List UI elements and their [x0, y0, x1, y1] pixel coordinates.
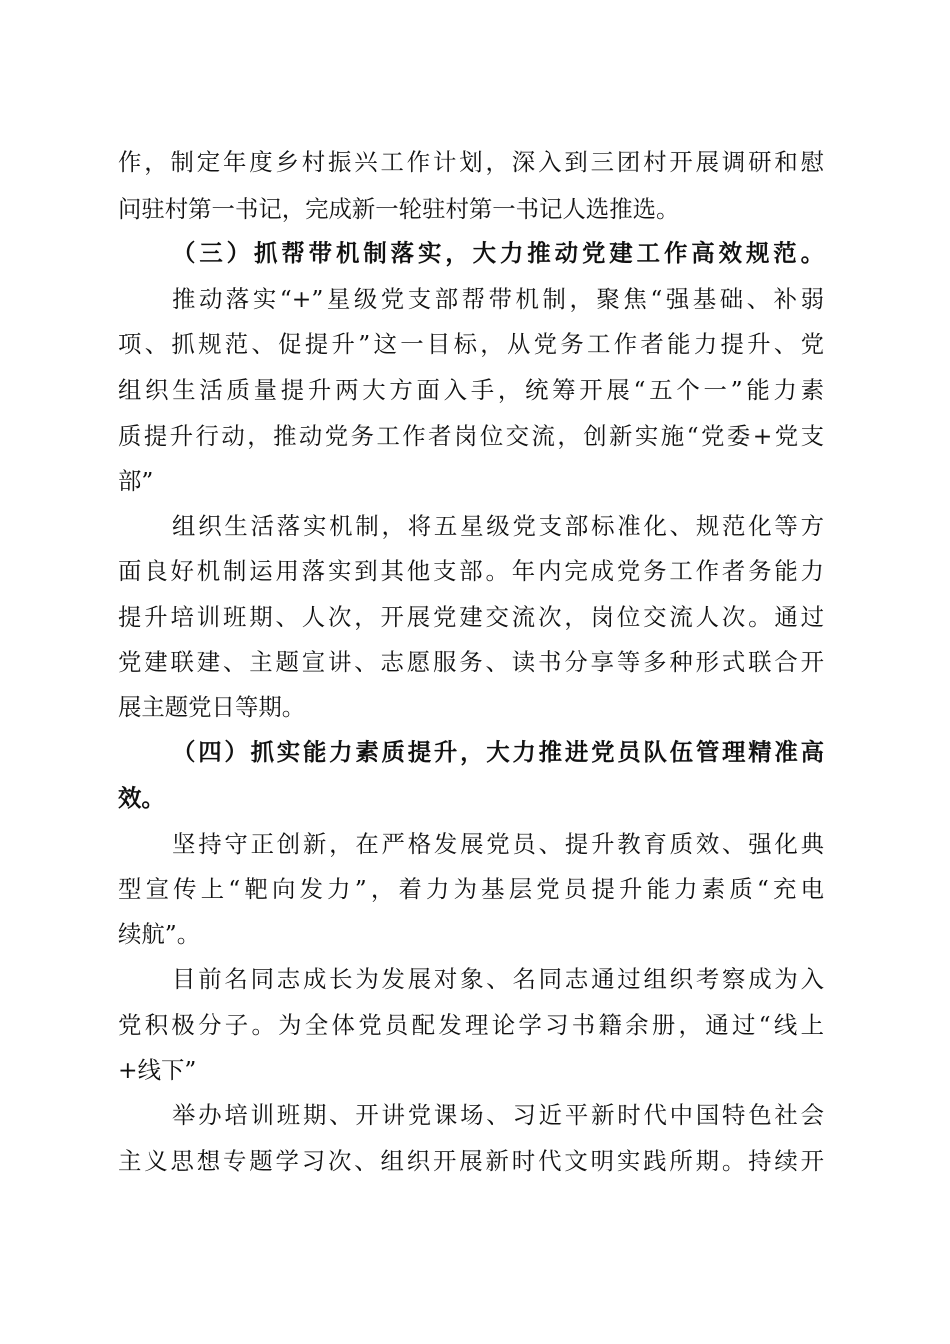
body-line: 推动落实“+”星级党支部帮带机制，聚焦“强基础、补弱: [172, 285, 824, 313]
body-line: 续航”。: [118, 920, 201, 948]
body-line: 面良好机制运用落实到其他支部。年内完成党务工作者务能力: [118, 557, 824, 585]
body-line: 展主题党日等期。: [118, 693, 306, 721]
body-line: 质提升行动，推动党务工作者岗位交流，创新实施“党委+党支: [118, 422, 824, 450]
section-heading-3: （三）抓帮带机制落实，大力推动党建工作高效规范。: [172, 239, 824, 267]
body-line: 党积极分子。为全体党员配发理论学习书籍余册，通过“线上: [118, 1011, 824, 1039]
body-line: 型宣传上“靶向发力”，着力为基层党员提升能力素质“充电: [118, 875, 824, 903]
body-line: 主义思想专题学习次、组织开展新时代文明实践所期。持续开: [118, 1147, 824, 1175]
body-line: 目前名同志成长为发展对象、名同志通过组织考察成为入: [172, 965, 824, 993]
body-line: 组织生活质量提升两大方面入手，统筹开展“五个一”能力素: [118, 376, 824, 404]
section-heading-4: （四）抓实能力素质提升，大力推进党员队伍管理精准高: [172, 738, 824, 766]
section-heading-4-continued: 效。: [118, 784, 165, 812]
body-line: 作，制定年度乡村振兴工作计划，深入到三团村开展调研和慰: [118, 148, 824, 176]
body-line: 组织生活落实机制，将五星级党支部标准化、规范化等方: [172, 512, 824, 540]
body-line: 坚持守正创新，在严格发展党员、提升教育质效、强化典: [172, 830, 824, 858]
body-line: 问驻村第一书记，完成新一轮驻村第一书记人选推选。: [118, 195, 680, 223]
body-line: 提升培训班期、人次，开展党建交流次，岗位交流人次。通过: [118, 603, 824, 631]
body-line: +线下”: [118, 1056, 197, 1084]
body-line: 党建联建、主题宣讲、志愿服务、读书分享等多种形式联合开: [118, 648, 824, 676]
body-line: 部”: [118, 467, 154, 495]
body-line: 举办培训班期、开讲党课场、习近平新时代中国特色社会: [172, 1101, 824, 1129]
body-line: 项、抓规范、促提升”这一目标，从党务工作者能力提升、党: [118, 330, 824, 358]
